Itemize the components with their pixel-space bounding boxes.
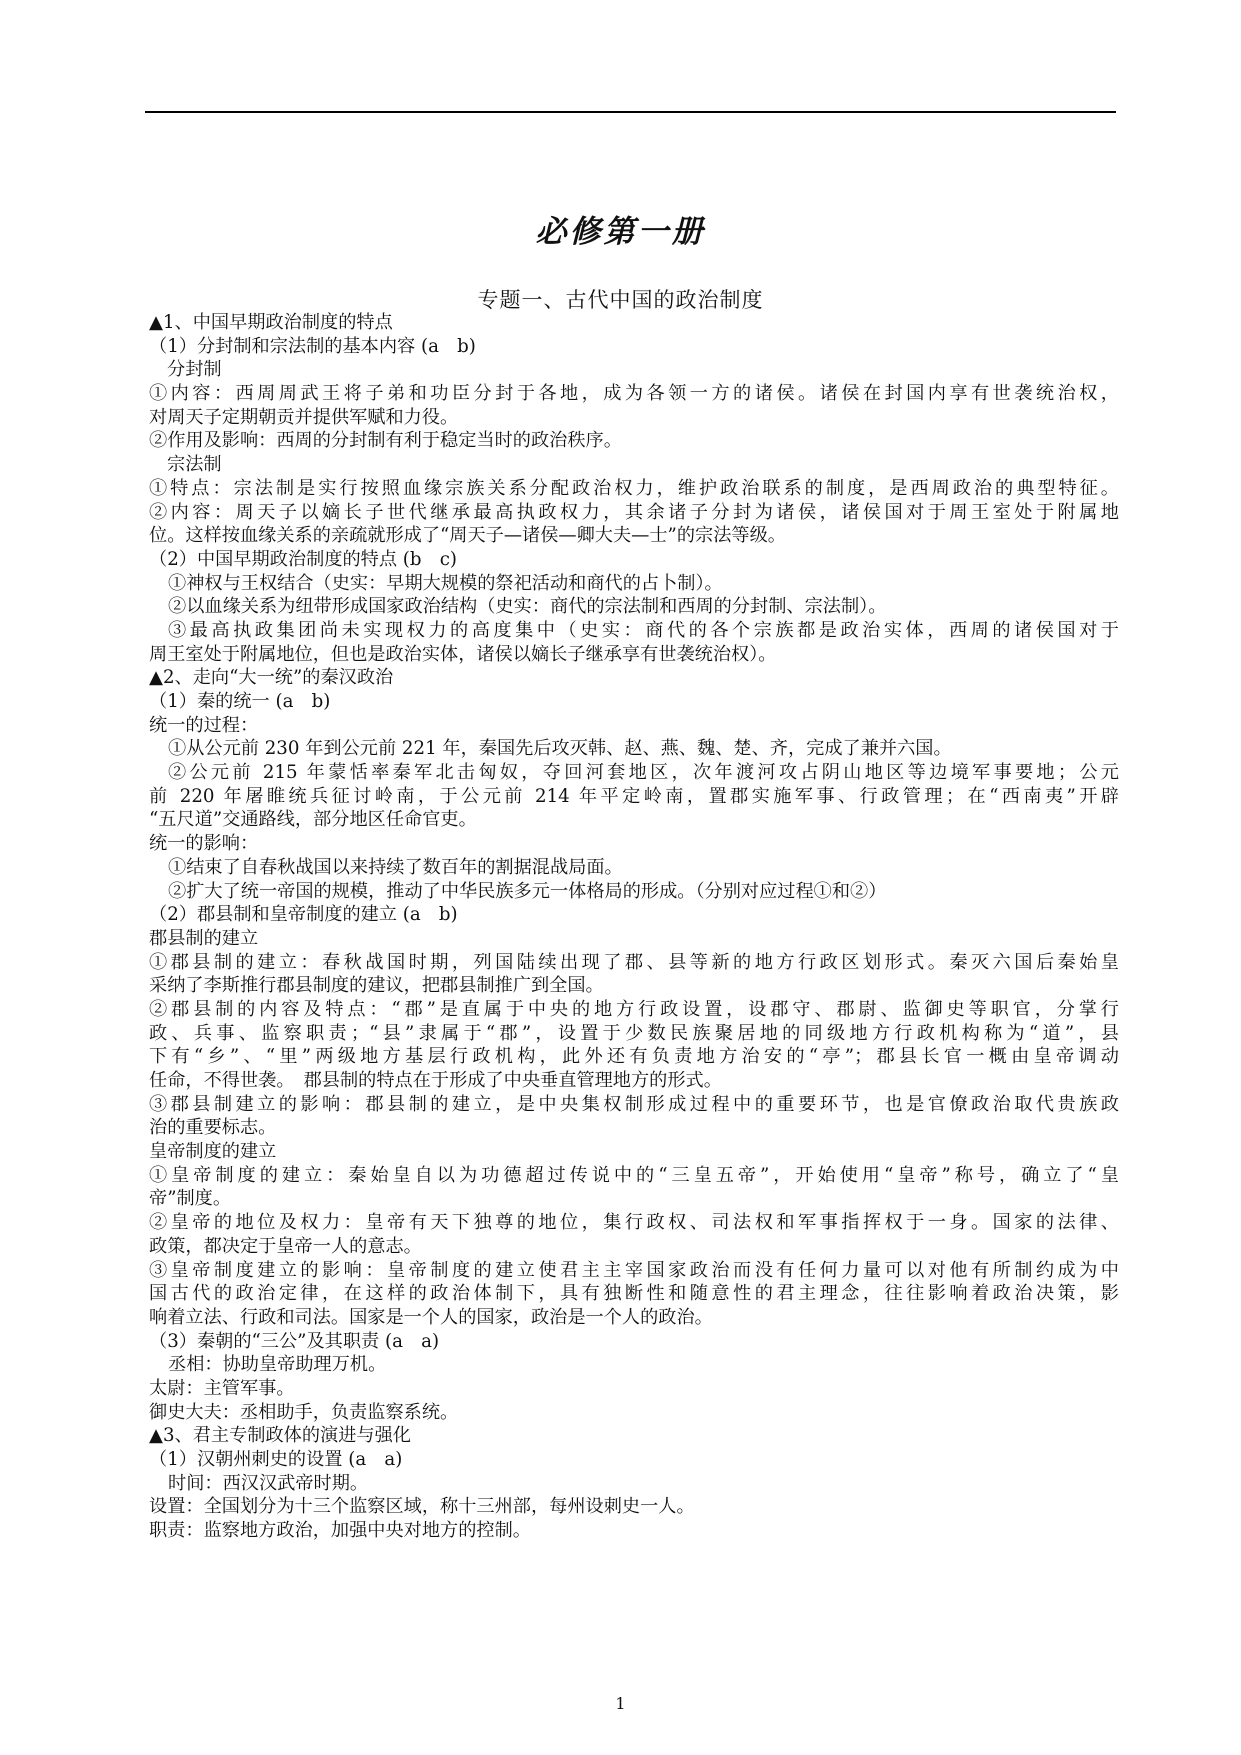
text-line: 丞相：协助皇帝助理万机。 [168,1354,387,1376]
text-line: 郡县制的建立 [149,927,259,949]
text-line: ③郡县制建立的影响：郡县制的建立，是中央集权制形成过程中的重要环节，也是官僚政治取代贵族政 [149,1093,1119,1115]
text-line: ①郡县制的建立：春秋战国时期，列国陆续出现了郡、县等新的地方行政区划形式。秦灭六国后秦始皇 [149,951,1119,973]
text-line: ①从公元前 230 年到公元前 221 年，秦国先后攻灭韩、赵、燕、魏、楚、齐，完成了兼并六国。 [168,738,952,760]
text-line: 分封制 [167,359,222,381]
text-line: （2）中国早期政治制度的特点 (b c) [149,548,457,570]
text-line: 统一的过程： [149,714,259,736]
document-body [149,311,1119,1543]
text-line: 位。这样按血缘关系的亲疏就形成了“周天子—诸侯—卿大夫—士”的宗法等级。 [149,525,786,547]
text-line: 国古代的政治定律，在这样的政治体制下，具有独断性和随意性的君主理念，往往影响着政治决策，影 [149,1283,1119,1305]
text-line: ①特点：宗法制是实行按照血缘宗族关系分配政治权力，维护政治联系的制度，是西周政治的典型特征。 [149,477,1119,499]
text-line: 前 220 年屠睢统兵征讨岭南，于公元前 214 年平定岭南，置郡实施军事、行政管理；在“西南夷”开辟 [149,785,1119,807]
text-line: ③皇帝制度建立的影响：皇帝制度的建立使君主主宰国家政治而没有任何力量可以对他有所制约成为中 [149,1259,1119,1281]
text-line: 御史大夫：丞相助手，负责监察系统。 [149,1401,459,1423]
text-line: ③最高执政集团尚未实现权力的高度集中（史实：商代的各个宗族都是政治实体，西周的诸侯国对于 [168,619,1119,641]
text-line: 政、兵事、监察职责；“县”隶属于“郡”，设置于少数民族聚居地的同级地方行政机构称为“道”，县 [149,1022,1119,1044]
text-line: ①神权与王权结合（史实：早期大规模的祭祀活动和商代的占卜制）。 [168,572,723,594]
text-line: 皇帝制度的建立 [149,1141,277,1163]
text-line: 对周天子定期朝贡并提供军赋和力役。 [149,406,459,428]
text-line: “五尺道”交通路线，部分地区任命官吏。 [149,809,477,831]
text-line: 设置：全国划分为十三个监察区域，称十三州部，每州设刺史一人。 [149,1496,695,1518]
text-line: 太尉：主管军事。 [149,1377,295,1399]
text-line: （3）秦朝的“三公”及其职责 (a a) [149,1330,440,1352]
text-line: 政策，都决定于皇帝一人的意志。 [149,1235,422,1257]
text-line: 帝”制度。 [149,1188,232,1210]
topic-title: 专题一、古代中国的政治制度 [477,288,764,312]
text-line: 下有“乡”、“里”两级地方基层行政机构，此外还有负责地方治安的“亭”；郡县长官一概由皇帝调动 [149,1046,1119,1068]
text-line: 采纳了李斯推行郡县制度的建议，把郡县制推广到全国。 [149,975,604,997]
page-number: 1 [615,1694,626,1713]
text-line: ②作用及影响：西周的分封制有利于稳定当时的政治秩序。 [149,430,622,452]
text-line: 响着立法、行政和司法。国家是一个人的国家，政治是一个人的政治。 [149,1306,713,1328]
text-line: ▲3、君主专制政体的演进与强化 [149,1425,411,1447]
text-line: ②公元前 215 年蒙恬率秦军北击匈奴，夺回河套地区，次年渡河攻占阴山地区等边境军事要地；公元 [168,762,1119,784]
text-line: （2）郡县制和皇帝制度的建立 (a b) [149,904,458,926]
text-line: （1）汉朝州刺史的设置 (a a) [149,1449,403,1470]
text-line: ①结束了自春秋战国以来持续了数百年的割据混战局面。 [168,856,623,878]
text-line: 统一的影响： [149,833,259,855]
text-line: 任命，不得世袭。 郡县制的特点在于形成了中央垂直管理地方的形式。 [149,1070,722,1091]
text-line: （1）分封制和宗法制的基本内容 (a b) [149,335,476,357]
text-line: ①皇帝制度的建立：秦始皇自以为功德超过传说中的“三皇五帝”，开始使用“皇帝”称号，确立了“皇 [149,1164,1119,1186]
text-line: ②以血缘关系为纽带形成国家政治结构（史实：商代的宗法制和西周的分封制、宗法制）。 [168,596,887,618]
text-line: 周王室处于附属地位，但也是政治实体，诸侯以嫡长子继承享有世袭统治权）。 [149,643,777,665]
text-line: （1）秦的统一 (a b) [149,691,331,712]
header-rule [145,111,1116,113]
text-line: 治的重要标志。 [149,1117,277,1139]
text-line: ②扩大了统一帝国的规模，推动了中华民族多元一体格局的形成。（分别对应过程①和②） [168,880,887,902]
text-line: 宗法制 [167,454,222,476]
text-line: ▲2、走向“大一统”的秦汉政治 [149,667,394,689]
text-line: ▲1、中国早期政治制度的特点 [149,312,393,333]
text-line: 时间：西汉汉武帝时期。 [168,1472,369,1494]
text-line: ②内容：周天子以嫡长子世代继承最高执政权力，其余诸子分封为诸侯，诸侯国对于周王室处于附属地 [149,501,1119,523]
text-line: ①内容：西周周武王将子弟和功臣分封于各地，成为各领一方的诸侯。诸侯在封国内享有世袭统治权， [149,383,1119,405]
text-line: ②皇帝的地位及权力：皇帝有天下独尊的地位，集行政权、司法权和军事指挥权于一身。国家的法律、 [149,1212,1119,1234]
text-line: ②郡县制的内容及特点：“郡”是直属于中央的地方行政设置，设郡守、郡尉、监御史等职官，分掌行 [149,998,1119,1020]
book-title: 必修第一册 [535,214,706,250]
text-line: 职责：监察地方政治，加强中央对地方的控制。 [149,1520,531,1542]
